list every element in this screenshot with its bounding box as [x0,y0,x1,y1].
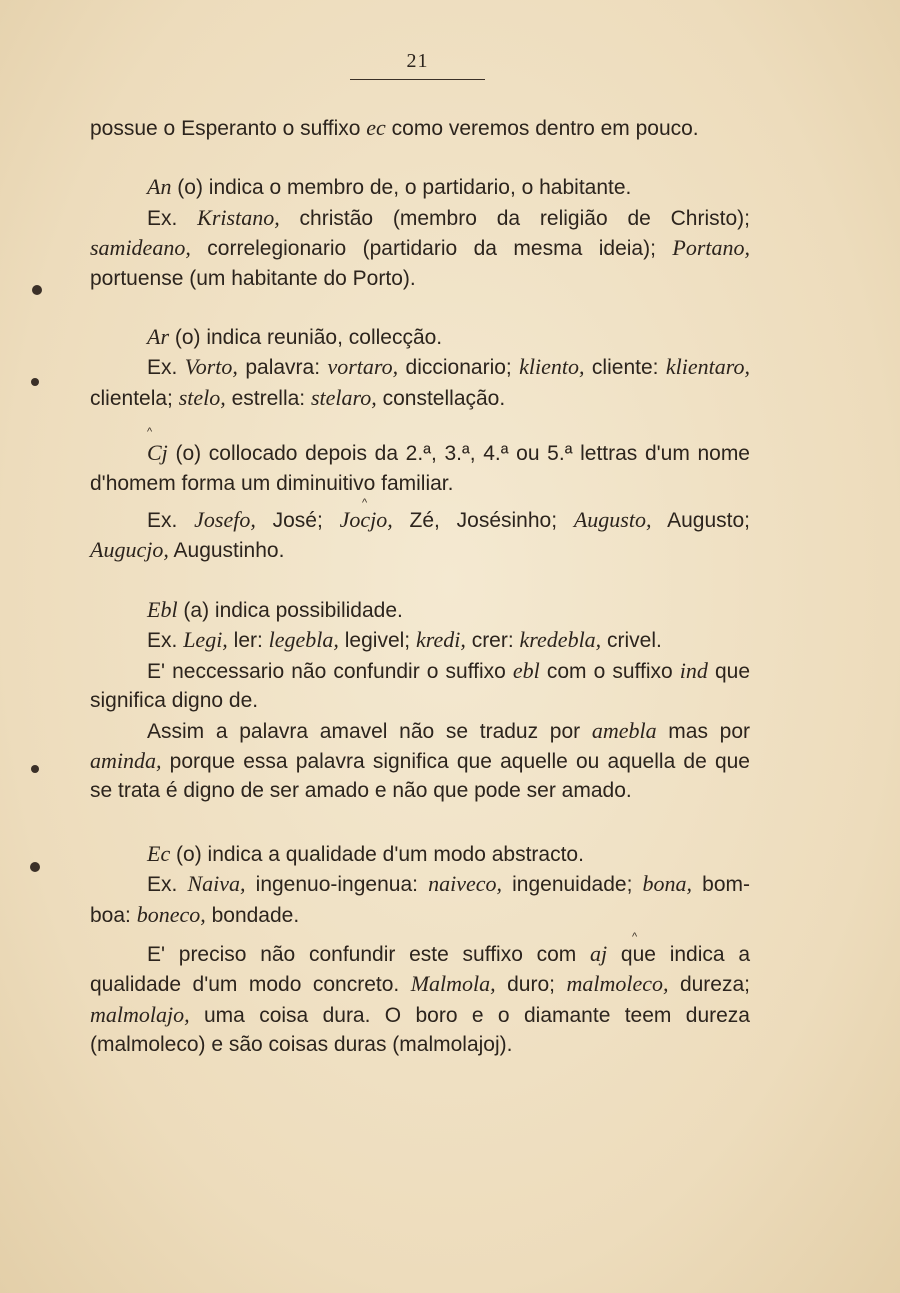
text: E' preciso não confundir este suffixo com [147,942,591,966]
text: ingenuidade; [502,873,643,897]
page-number: 21 [406,50,429,72]
text: Zé, Josésinho; [392,509,574,533]
term-word: ind [679,657,708,683]
example-word: malmoleco, [566,971,669,997]
example-word: Augusto, [573,507,652,533]
text: bondade. [205,903,300,927]
example-label: Ex. [147,206,198,230]
entry-an-example [90,203,750,293]
example-word: Malmola, [410,971,496,997]
foxing-spot [31,378,39,386]
suffix-term-ar: Ar [147,324,169,350]
text: christão (membro da religião de Christo); [279,206,750,230]
text: porque essa palavra significa que aquelle ou aquella de que se trata é digno de ser amado e não que pode ser amado. [90,749,750,803]
entry-ebl-example [90,625,750,655]
example-label: Ex. [147,629,184,653]
text: correlegionario (partidario da mesma ideia); [190,237,673,261]
example-word: Jocjo, [339,507,393,533]
header-rule [350,79,485,80]
suffix-term-ec: Ec [147,840,171,866]
text: constellação. [376,386,506,410]
text: palavra: [237,356,328,380]
text: E' neccessario não confundir o suffixo [147,659,513,683]
text: crivel. [601,629,662,653]
circumflex-mark: ^ [632,930,638,943]
definition-text: (o) indica a qualidade d'um modo abstracto. [170,842,584,866]
entry-ec-example [90,869,750,930]
suffix-term-an: An [147,174,172,200]
entry-an-definition [90,172,750,202]
example-label: Ex. [147,509,195,533]
example-word: bona, [642,871,693,897]
example-word: stelaro, [310,384,377,410]
example-word: malmolajo, [90,1001,190,1027]
text: dureza; [668,973,750,997]
paragraph-intro [90,113,750,143]
example-word: kredi, [415,627,466,653]
example-word: legebla, [268,627,339,653]
foxing-spot [30,862,40,872]
text: legivel; [338,629,416,653]
text: uma coisa dura. O boro e o diamante teem dureza (malmoleco) e são coisas duras (malmolajoj). [90,1003,750,1057]
entry-ec-note [90,939,750,1060]
entry-ec-definition [90,839,750,869]
text: mas por [656,719,750,743]
example-word: vortaro, [327,354,399,380]
term-word: amebla [591,717,657,743]
entry-ebl-note-1 [90,656,750,716]
text: ler: [227,629,269,653]
text: bom-boa: [90,873,750,927]
suffix-term-ebl: Ebl [147,596,178,622]
foxing-spot [31,765,39,773]
entry-cj-example [90,505,750,566]
example-word: naiveco, [428,871,502,897]
definition-text: (o) indica reunião, collecção. [169,326,443,350]
example-word: kliento, [519,354,585,380]
entry-ar-definition [90,322,750,352]
entry-cj-definition [90,438,750,498]
example-word: Josefo, [194,507,256,533]
example-word: boneco, [136,901,206,927]
circumflex-mark: ^ [362,497,368,510]
term-word: aj [590,940,608,966]
example-word: Legi, [183,627,228,653]
text: cliente: [584,356,666,380]
term-word: ebl [512,657,540,683]
text: clientela; [90,386,179,410]
example-word: stelo, [178,384,226,410]
definition-text: (o) indica o membro de, o partidario, o habitante. [171,176,632,200]
foxing-spot [32,285,42,295]
example-word: Kristano, [197,204,280,230]
suffix-term-cj: Cj [147,440,168,466]
example-label: Ex. [147,873,188,897]
text: Augusto; [651,509,750,533]
page-body [90,113,750,1060]
definition-text: (a) indica possibilidade. [177,598,403,622]
text: crer: [465,629,520,653]
example-word: klientaro, [665,354,750,380]
term-ec: ec [366,115,386,140]
example-word: samideano, [90,235,191,261]
text: como veremos dentro em pouco. [385,117,699,140]
text: com o suffixo [539,659,680,683]
text: que significa digno de. [90,659,750,713]
circumflex-mark: ^ [147,426,153,439]
text: que indica a qualidade d'um modo concreto. [90,942,750,997]
page-header [350,50,485,80]
text: Assim a palavra amavel não se traduz por [147,719,592,743]
text: diccionario; [398,356,520,380]
text: duro; [495,973,567,997]
example-word: Vorto, [184,354,238,380]
entry-ar-example [90,352,750,413]
definition-text: (o) collocado depois da 2.ª, 3.ª, 4.ª ou 5.ª lettras d'um nome d'homem forma um diminuitivo familiar. [90,442,750,495]
text: José; [255,509,340,533]
example-word: kredebla, [519,627,602,653]
example-word: Portano, [672,235,750,261]
text: Augustinho. [168,539,285,563]
term-word: aminda, [90,747,162,773]
text: portuense (um habitante do Porto). [90,266,416,290]
text: ingenuo-ingenua: [245,873,429,897]
example-word: Naiva, [187,871,246,897]
entry-ebl-note-2 [90,716,750,806]
entry-ebl-definition [90,595,750,625]
example-word: Augucjo, [90,537,169,563]
example-label: Ex. [147,356,185,380]
text: estrella: [225,386,311,410]
text: possue o Esperanto o suffixo [90,117,367,140]
